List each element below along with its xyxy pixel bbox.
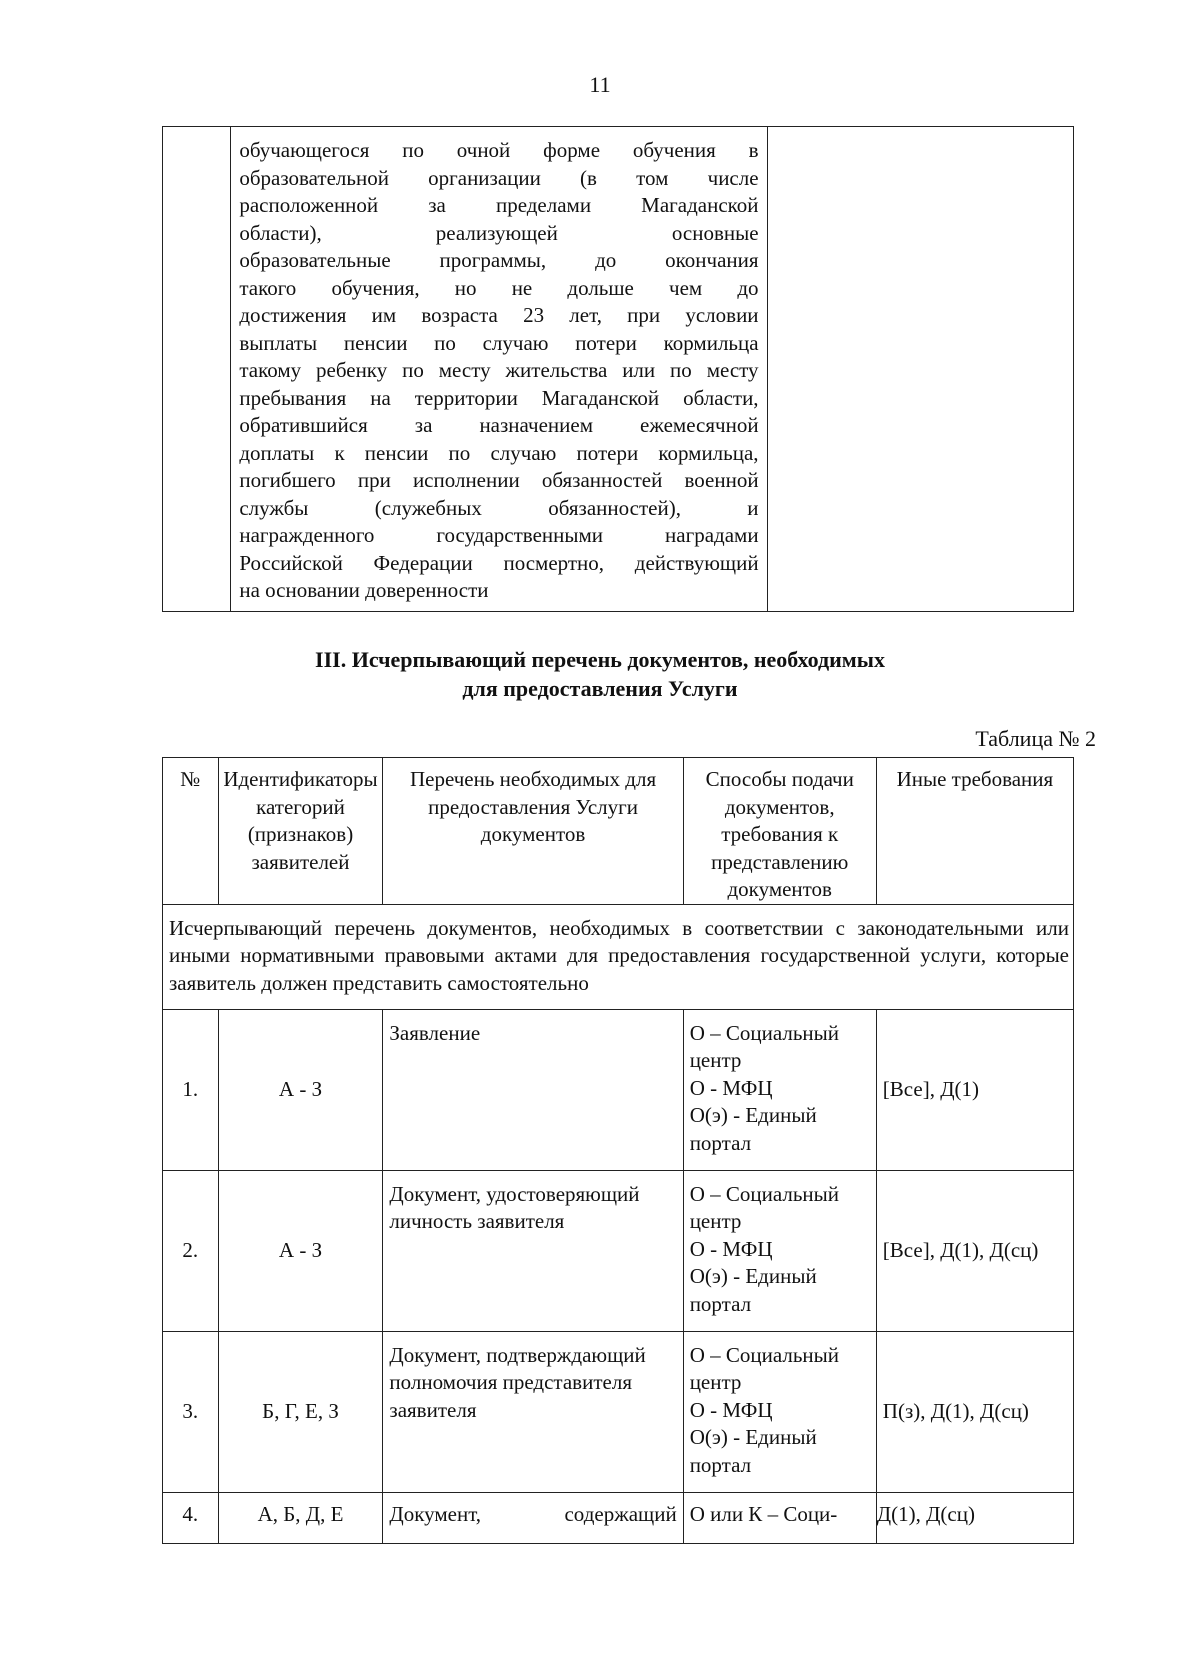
row-other: [Все], Д(1), Д(сц) — [876, 1170, 1073, 1331]
table-row — [163, 1492, 1074, 1543]
row-document: Документ, содержащий — [383, 1492, 683, 1543]
section-heading — [0, 645, 1200, 703]
continuation-empty-cell-right — [767, 127, 1073, 612]
row-submission: О – Социальный центр О - МФЦ О(э) - Единый портал — [683, 1331, 876, 1492]
header-other: Иные требования — [876, 758, 1073, 905]
page-number: 11 — [589, 72, 611, 97]
row-submission: О – Социальный центр О - МФЦ О(э) - Единый портал — [683, 1009, 876, 1170]
row-num: 2. — [163, 1170, 219, 1331]
header-identifiers: Идентификаторы категорий (признаков) заявителей — [218, 758, 383, 905]
row-num: 1. — [163, 1009, 219, 1170]
continuation-line: образовательные программы, до окончания — [239, 248, 759, 272]
table-row — [163, 1170, 1074, 1331]
header-submission: Способы подачи документов, требования к представлению документов — [683, 758, 876, 905]
table-label: Таблица № 2 — [975, 726, 1096, 751]
continuation-table — [162, 126, 1074, 612]
continuation-line: расположенной за пределами Магаданской — [239, 193, 759, 217]
continuation-text-cell — [231, 127, 767, 612]
continuation-line: Российской Федерации посмертно, действующий — [239, 550, 759, 575]
row-other: [Все], Д(1) — [876, 1009, 1073, 1170]
continuation-line: обратившийся за назначением ежемесячной — [239, 413, 759, 437]
continuation-line: обучающегося по очной форме обучения в — [239, 138, 759, 162]
table-row — [163, 1331, 1074, 1492]
continuation-row — [163, 127, 1074, 612]
continuation-line: области), реализующей основные — [239, 220, 759, 245]
section-heading-line1: III. Исчерпывающий перечень документов, необходимых — [315, 647, 885, 672]
table-span-row — [163, 904, 1074, 1009]
row-categories: А, Б, Д, Е — [218, 1492, 383, 1543]
continuation-line: достижения им возраста 23 лет, при условии — [239, 303, 759, 327]
row-other: Д(1), Д(сц) — [876, 1492, 1073, 1543]
row-num: 4. — [163, 1492, 219, 1543]
row-submission: О или К – Соци- — [683, 1492, 876, 1543]
continuation-last-line: на основании доверенности — [239, 578, 489, 602]
continuation-line: выплаты пенсии по случаю потери кормильца — [239, 330, 759, 355]
row-document: Документ, удостоверяющий личность заявителя — [383, 1170, 683, 1331]
row-num: 3. — [163, 1331, 219, 1492]
continuation-empty-cell-left — [163, 127, 231, 612]
continuation-line: доплаты к пенсии по случаю потери кормильца, — [239, 440, 759, 465]
continuation-line: такого обучения, но не дольше чем до — [239, 275, 759, 300]
row-document: Документ, подтверждающий полномочия представителя заявителя — [383, 1331, 683, 1492]
table-row — [163, 1009, 1074, 1170]
continuation-line: награжденного государственными наградами — [239, 523, 759, 547]
documents-table — [162, 757, 1074, 1544]
continuation-line: пребывания на территории Магаданской области, — [239, 385, 759, 410]
header-documents: Перечень необходимых для предоставления Услуги документов — [383, 758, 683, 905]
row-categories: А - З — [218, 1170, 383, 1331]
row-submission: О – Социальный центр О - МФЦ О(э) - Единый портал — [683, 1170, 876, 1331]
continuation-line: образовательной организации (в том числе — [239, 165, 759, 190]
section-heading-line2: для предоставления Услуги — [462, 676, 738, 701]
row-categories: А - З — [218, 1009, 383, 1170]
row-other: П(з), Д(1), Д(сц) — [876, 1331, 1073, 1492]
span-text: Исчерпывающий перечень документов, необходимых в соответствии с законодательными или иными нормативными правовыми актами для предоставления государственной услуги, которые заявитель должен представить самостоятельно — [163, 904, 1074, 1009]
row-document: Заявление — [383, 1009, 683, 1170]
continuation-line: службы (служебных обязанностей), и — [239, 495, 759, 520]
continuation-line: такому ребенку по месту жительства или по месту — [239, 358, 759, 382]
table-header-row — [163, 758, 1074, 905]
row-categories: Б, Г, Е, З — [218, 1331, 383, 1492]
header-num: № — [163, 758, 219, 905]
continuation-line: погибшего при исполнении обязанностей военной — [239, 468, 759, 492]
